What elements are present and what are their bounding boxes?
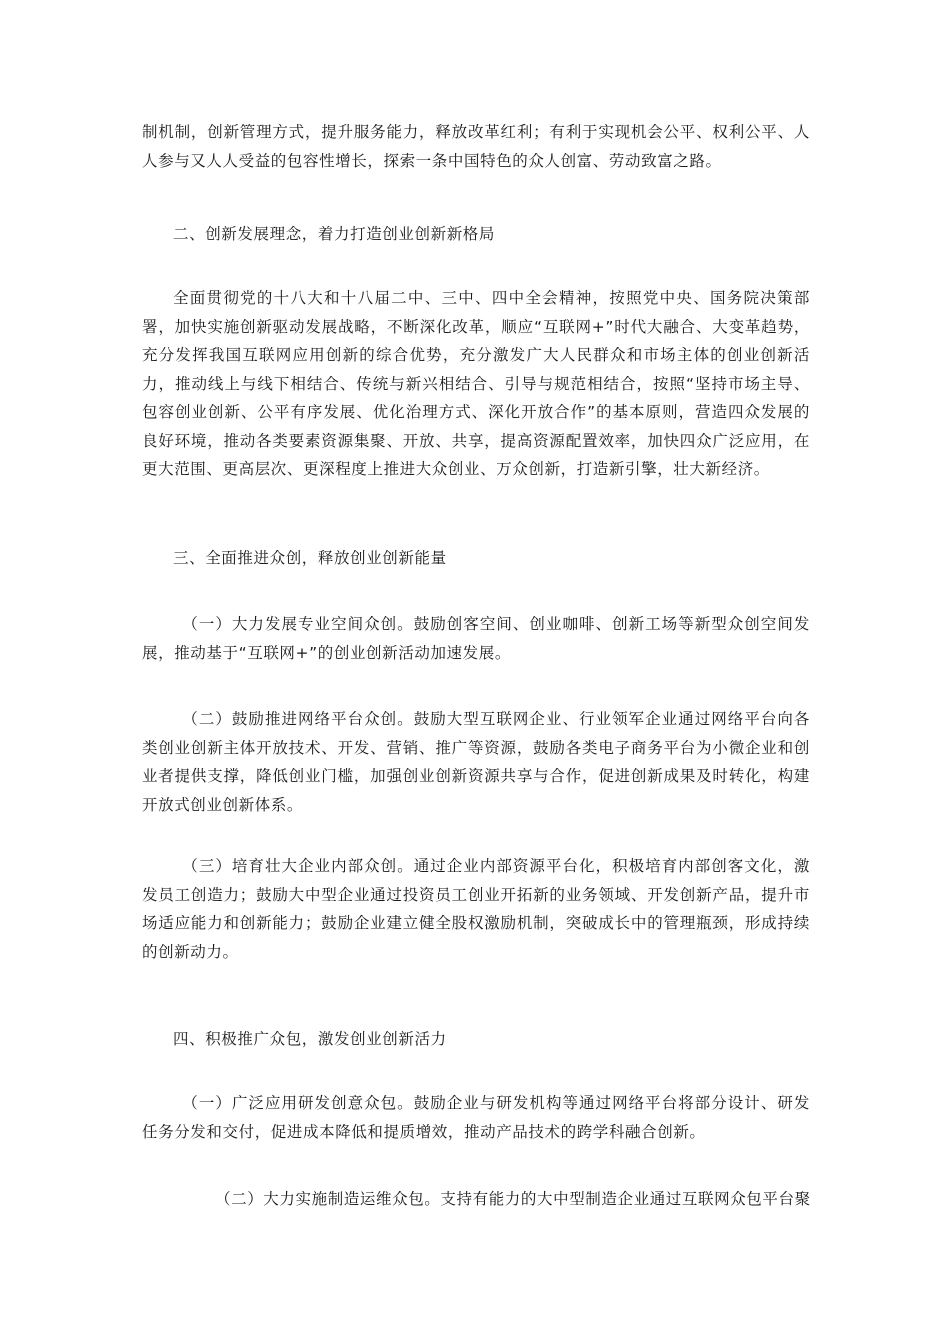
paragraph-section-2-body: 全面贯彻党的十八大和十八届二中、三中、四中全会精神，按照党中央、国务院决策部署，加快实施创新驱动发展战略，不断深化改革，顺应“互联网+”时代大融合、大变革趋势，充分发挥我国互联网应用创新的综合优势，充分激发广大人民群众和市场主体的创业创新活力，推动线上与线下相结合、传统与新兴相结合、引导与规范相结合，按照“坚持市场主导、包容创业创新、公平有序发展、优化治理方式、深化开放合作”的基本原则，营造四众发展的良好环境，推动各类要素资源集聚、开放、共享，提高资源配置效率，加快四众广泛应用，在更大范围、更高层次、更深程度上推进大众创业、万众创新，打造新引擎，壮大新经济。 (142, 289, 810, 478)
paragraph-continuation: 制机制，创新管理方式，提升服务能力，释放改革红利；有利于实现机会公平、权利公平、人人参与又人人受益的包容性增长，探索一条中国特色的众人创富、劳动致富之路。 (142, 123, 810, 170)
paragraph-3-2: （二）鼓励推进网络平台众创。鼓励大型互联网企业、行业领军企业通过网络平台向各类创业创新主体开放技术、开发、营销、推广等资源，鼓励各类电子商务平台为小微企业和创业者提供支撑，降低创业门槛，加强创业创新资源共享与合作，促进创新成果及时转化，构建开放式创业创新体系。 (142, 710, 810, 814)
section-heading-4: 四、积极推广众包，激发创业创新活力 (173, 1030, 447, 1048)
paragraph-3-3: （三）培育壮大企业内部众创。通过企业内部资源平台化，积极培育内部创客文化，激发员工创造力；鼓励大中型企业通过投资员工创业开拓新的业务领域、开发创新产品，提升市场适应能力和创新能力；鼓励企业建立健全股权激励机制，突破成长中的管理瓶颈，形成持续的创新动力。 (142, 857, 810, 961)
paragraph-4-2: （二）大力实施制造运维众包。支持有能力的大中型制造企业通过互联网众包平台聚 (215, 1190, 811, 1208)
paragraph-4-1: （一）广泛应用研发创意众包。鼓励企业与研发机构等通过网络平台将部分设计、研发任务分发和交付，促进成本降低和提质增效，推动产品技术的跨学科融合创新。 (142, 1094, 810, 1141)
paragraph-3-1: （一）大力发展专业空间众创。鼓励创客空间、创业咖啡、创新工场等新型众创空间发展，推动基于“互联网+”的创业创新活动加速发展。 (142, 615, 810, 662)
section-heading-3: 三、全面推进众创，释放创业创新能量 (173, 549, 447, 567)
section-heading-2: 二、创新发展理念，着力打造创业创新新格局 (173, 225, 496, 243)
